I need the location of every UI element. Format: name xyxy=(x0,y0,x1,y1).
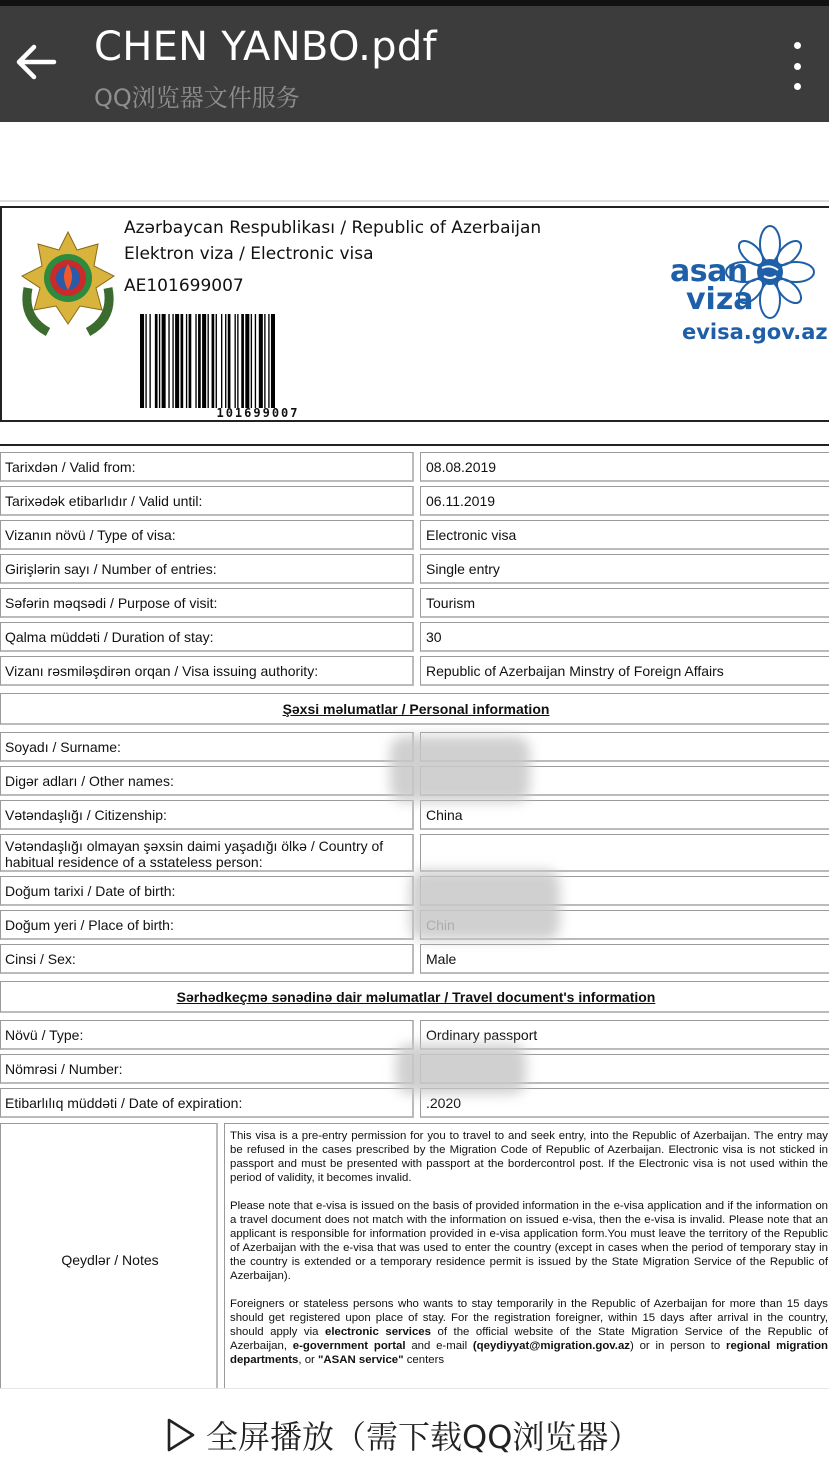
row-value xyxy=(420,834,829,872)
row-value: Ordinary passport xyxy=(420,1020,829,1050)
play-outline-icon xyxy=(166,1417,196,1453)
barcode-bar xyxy=(245,314,249,408)
more-vertical-icon xyxy=(794,42,801,49)
barcode-bar xyxy=(225,314,226,408)
row-value: Male xyxy=(420,944,829,974)
coat-of-arms-icon xyxy=(18,228,118,338)
row-value: 08.08.2019 xyxy=(420,452,829,482)
row-label: Tarixədək etibarlıdır / Valid until: xyxy=(0,486,414,516)
row-label: Doğum yeri / Place of birth: xyxy=(0,910,414,940)
barcode-bar xyxy=(208,314,209,408)
more-menu-button[interactable] xyxy=(787,42,807,90)
notes-paragraph: Please note that e-visa is issued on the basis of provided information in the e-visa application and if the information on a travel document does not match with the information on issued e-visa, then the e-visa is invalid. Please note that an applicant is responsible for information provided in e-visa application form.You must leave the territory of the Republic of Azerbaijan with the e-visa that was used to enter the country (except in cases when the period of temporary stay in the country is extended or a temporary residence permit is issued by the State Migration Service of the Republic of Azerbaijan). xyxy=(230,1200,828,1282)
bottom-bar xyxy=(0,1388,829,1473)
barcode-bar xyxy=(159,314,160,408)
table-row xyxy=(0,452,829,482)
barcode-bar xyxy=(175,314,179,408)
table-row xyxy=(0,520,829,550)
asan-logo-text: asan xyxy=(670,254,748,289)
barcode-bar xyxy=(155,314,158,408)
barcode-bar xyxy=(264,314,265,408)
row-label: Qalma müddəti / Duration of stay: xyxy=(0,622,414,652)
redaction-blur xyxy=(390,736,530,802)
barcode-bar xyxy=(259,314,263,408)
barcode-bar xyxy=(237,314,238,408)
row-label: Tarixdən / Valid from: xyxy=(0,452,414,482)
row-label: Vizanın növü / Type of visa: xyxy=(0,520,414,550)
back-button[interactable] xyxy=(8,34,64,90)
row-label: Vətəndaşlığı / Citizenship: xyxy=(0,800,414,830)
notes-paragraph: Foreigners or stateless persons who wants to stay temporarily in the Republic of Azerbaijan for more than 15 days should get registered upon place of stay. For the registration foreigner, within 15 days after arrival in the country, should apply via electronic services of the official website of the State Migration Service of the Republic of Azerbaijan, e-government portal and e-mail (qeydiyyat@migration.gov.az) or in person to regional migration departments, or "ASAN service" centers xyxy=(230,1298,828,1366)
row-label: Doğum tarixi / Date of birth: xyxy=(0,876,414,906)
row-value: Republic of Azerbaijan Minstry of Foreign Affairs xyxy=(420,656,829,686)
notes-text xyxy=(224,1123,829,1388)
table-row xyxy=(0,486,829,516)
table-row xyxy=(0,800,829,830)
barcode-bar xyxy=(186,314,187,408)
barcode-bar xyxy=(255,314,256,408)
barcode-number: 101699007 xyxy=(216,406,300,420)
arrow-left-icon xyxy=(14,40,58,84)
travel-doc-heading: Sərhədkeçmə sənədinə dair məlumatlar / Travel document's information xyxy=(0,981,829,1013)
row-label: Cinsi / Sex: xyxy=(0,944,414,974)
pdf-page[interactable] xyxy=(0,200,829,1388)
personal-info-heading: Şəxsi məlumatlar / Personal information xyxy=(0,693,829,725)
notes-paragraph: This visa is a pre-entry permission for you to travel to and seek entry, into the Republic of Azerbaijan. The entry may be refused in the cases prescribed by the Migration Code of Republic of Azerbaijan. Electronic visa is not sticked in passport and must be presented with passport at the bordercontrol post. If the Electronic visa is not used within the period of validity, it becomes invalid. xyxy=(230,1130,828,1184)
row-label: Digər adları / Other names: xyxy=(0,766,414,796)
barcode-bar xyxy=(268,314,269,408)
row-value: China xyxy=(420,800,829,830)
barcode-bar xyxy=(145,314,146,408)
row-label: Vizanı rəsmiləşdirən orqan / Visa issuing authority: xyxy=(0,656,414,686)
table-row xyxy=(0,622,829,652)
barcode-bar xyxy=(181,314,184,408)
barcode-bar xyxy=(251,314,252,408)
evisa-line: Elektron viza / Electronic visa xyxy=(124,244,374,264)
row-label: Girişlərin sayı / Number of entries: xyxy=(0,554,414,584)
row-value: Tourism xyxy=(420,588,829,618)
document-subtitle: QQ浏览器文件服务 xyxy=(94,84,300,112)
barcode-bar xyxy=(221,314,222,408)
table-row xyxy=(0,834,829,872)
table-row xyxy=(0,656,829,686)
table-row xyxy=(0,944,829,974)
document-title: CHEN YANBO.pdf xyxy=(94,24,437,70)
row-label: Soyadı / Surname: xyxy=(0,732,414,762)
barcode-bar xyxy=(195,314,196,408)
notes-label: Qeydlər / Notes xyxy=(61,1252,159,1268)
evisa-site: evisa.gov.az xyxy=(682,320,828,344)
barcode-bar xyxy=(271,314,275,408)
viza-logo-text: viza xyxy=(686,282,754,317)
redaction-blur xyxy=(396,1044,526,1094)
barcode-bar xyxy=(172,314,173,408)
barcode-bar xyxy=(216,314,217,408)
barcode-bar xyxy=(202,314,206,408)
row-label: Səfərin məqsədi / Purpose of visit: xyxy=(0,588,414,618)
row-label: Vətəndaşlığı olmayan şəxsin daimi yaşadığı ölkə / Country of habitual residence of a sstateless person: xyxy=(0,834,414,872)
fullscreen-play-button[interactable] xyxy=(166,1413,640,1457)
row-value: 06.11.2019 xyxy=(420,486,829,516)
visa-code: AE101699007 xyxy=(124,276,244,296)
row-label: Növü / Type: xyxy=(0,1020,414,1050)
row-value: Single entry xyxy=(420,554,829,584)
table-row xyxy=(0,554,829,584)
barcode-bar xyxy=(212,314,215,408)
notes-label-cell xyxy=(0,1123,218,1388)
app-bar xyxy=(0,6,829,122)
row-label: Etibarlılıq müddəti / Date of expiration: xyxy=(0,1088,414,1118)
barcode-bar xyxy=(140,314,144,408)
row-value: 30 xyxy=(420,622,829,652)
visa-header xyxy=(0,206,829,422)
barcode-bar xyxy=(189,314,192,408)
fullscreen-play-label: 全屏播放（需下载QQ浏览器） xyxy=(206,1418,641,1456)
barcode-bar xyxy=(168,314,169,408)
row-value: .2020 xyxy=(420,1088,829,1118)
redaction-blur xyxy=(410,870,560,940)
row-label: Nömrəsi / Number: xyxy=(0,1054,414,1084)
barcode-bar xyxy=(149,314,150,408)
republic-line: Azərbaycan Respublikası / Republic of Azerbaijan xyxy=(124,218,542,238)
row-value: Electronic visa xyxy=(420,520,829,550)
barcode-bar xyxy=(162,314,166,408)
barcode xyxy=(140,314,376,408)
barcode-bar xyxy=(235,314,236,408)
barcode-bar xyxy=(241,314,244,408)
barcode-bar xyxy=(228,314,231,408)
table-row xyxy=(0,588,829,618)
barcode-bar xyxy=(198,314,201,408)
